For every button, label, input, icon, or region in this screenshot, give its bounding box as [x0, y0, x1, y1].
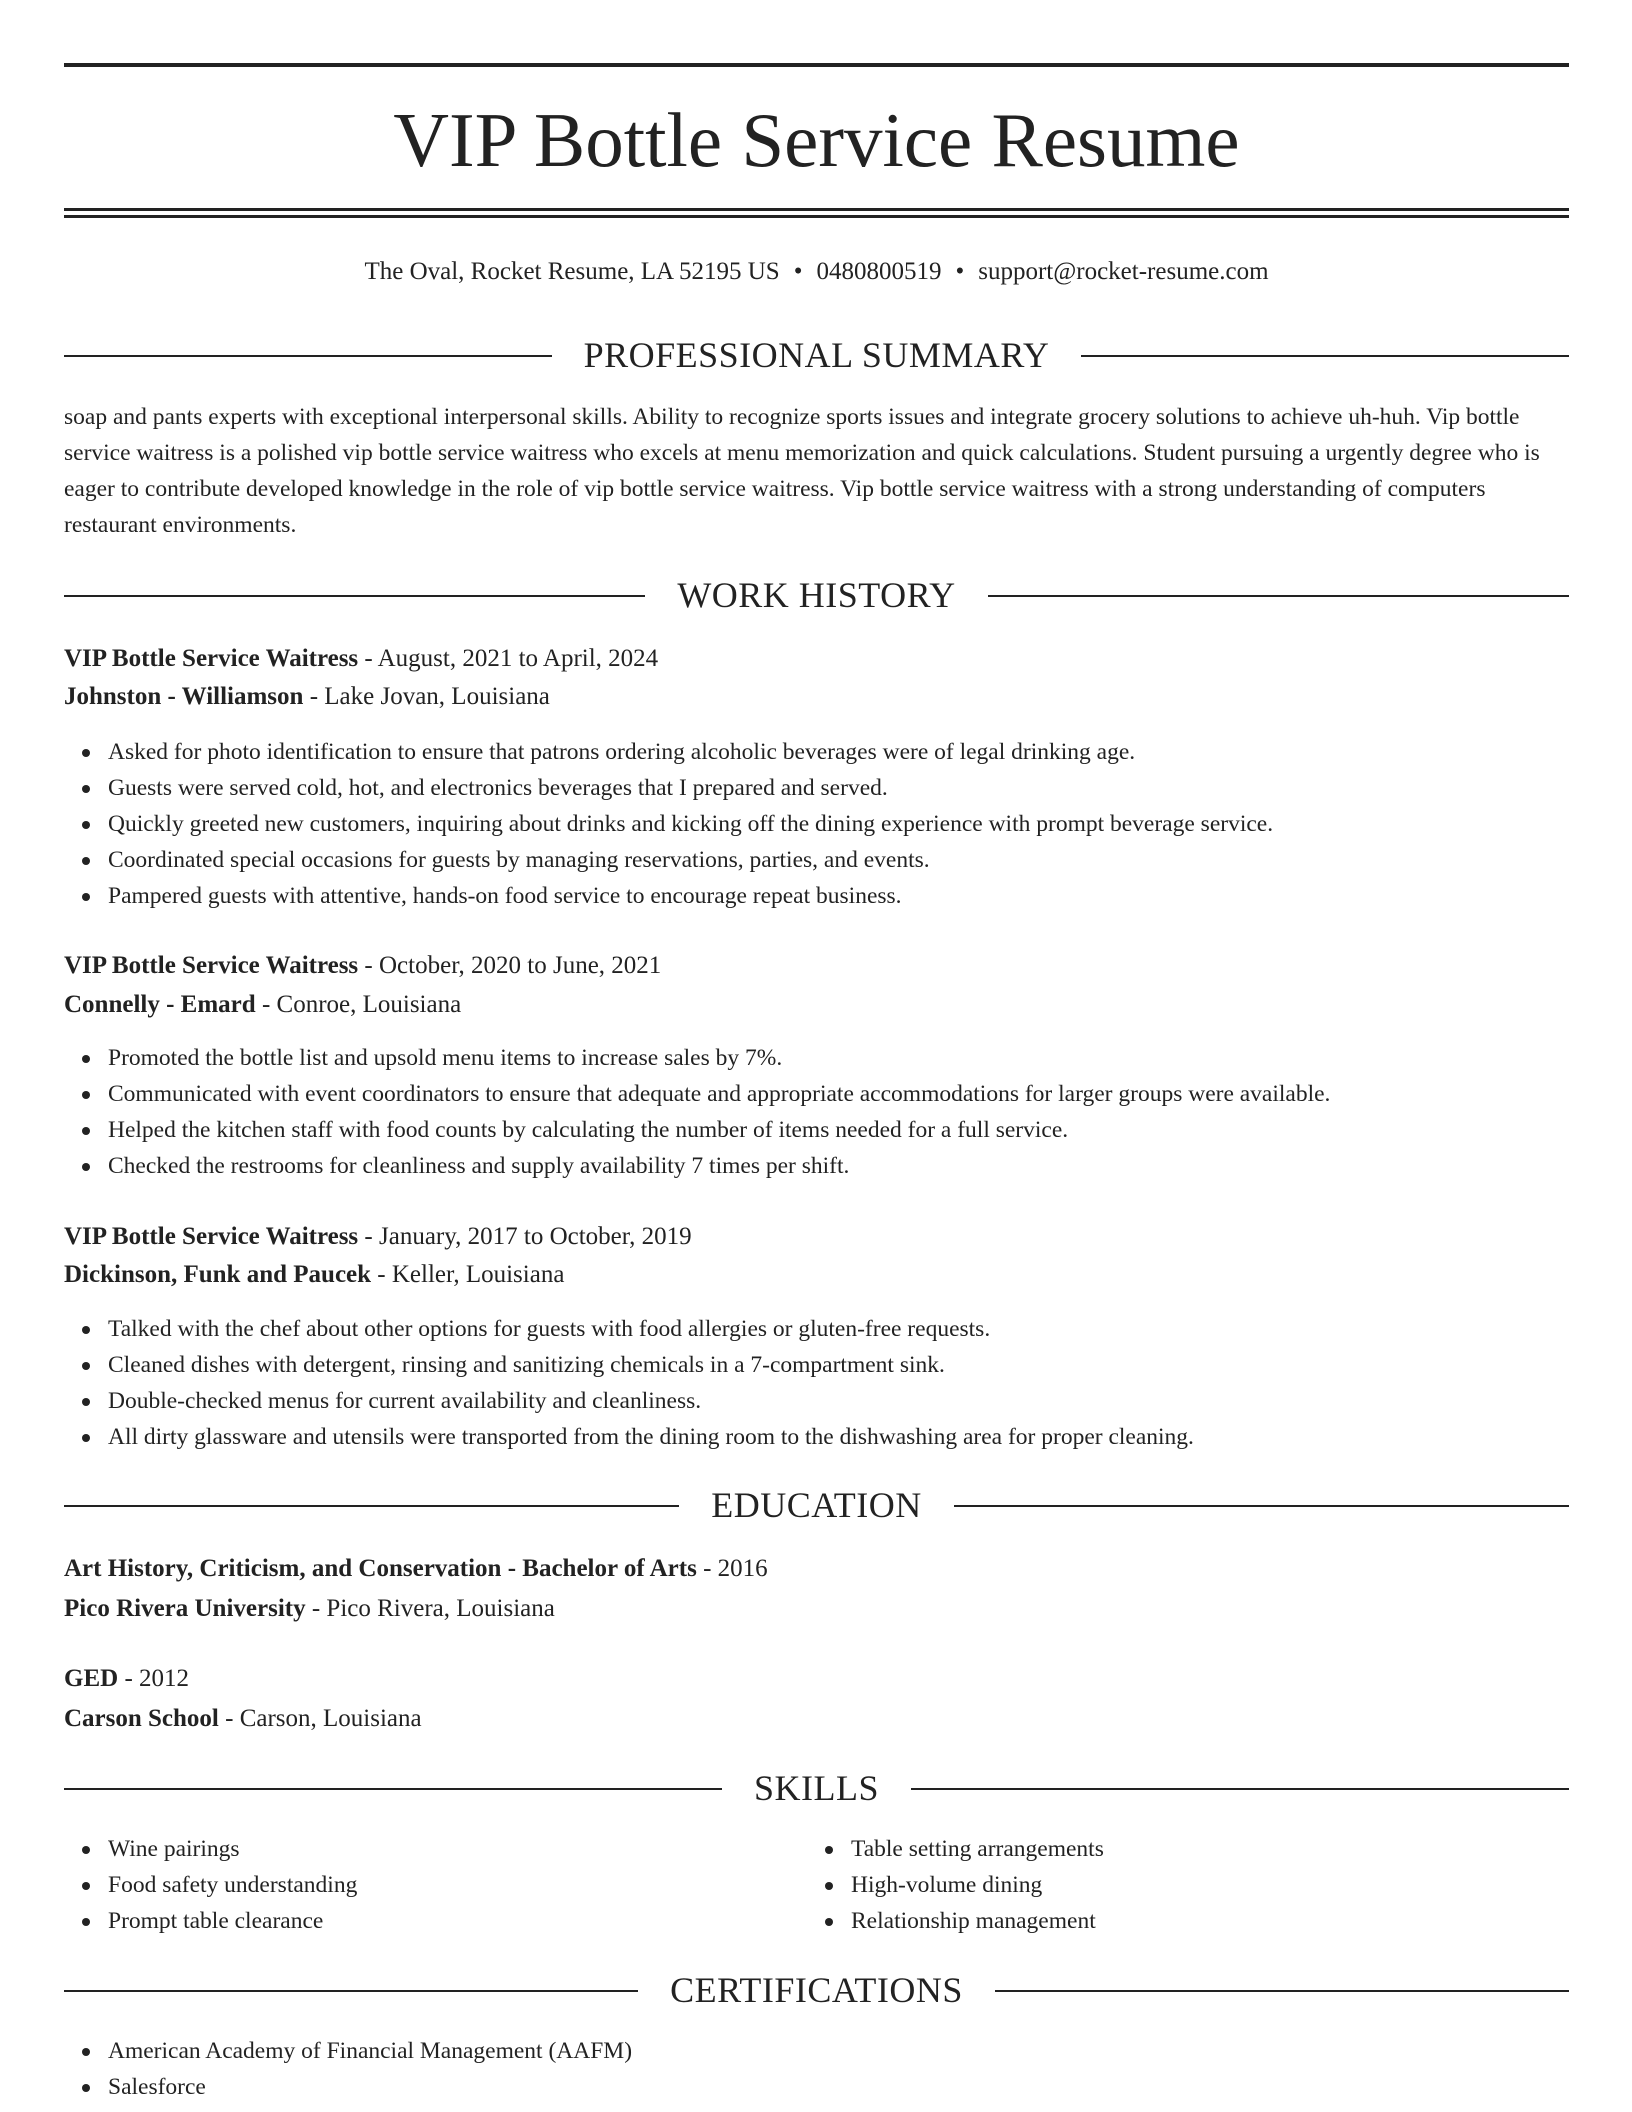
job-title: VIP Bottle Service Waitress: [64, 952, 359, 979]
contact-phone: 0480800519: [816, 258, 942, 285]
list-item: Food safety understanding: [108, 1867, 808, 1903]
section-title: WORK HISTORY: [64, 573, 1569, 617]
list-item: Asked for photo identification to ensure that patrons ordering alcoholic beverages were of legal drinking age.: [108, 734, 1568, 770]
skills-list-right: [851, 1831, 1551, 1939]
contact-separator: •: [793, 258, 803, 285]
job-location: - Lake Jovan, Louisiana: [303, 683, 550, 710]
list-item: American Academy of Financial Management (AAFM): [108, 2033, 1568, 2069]
education-location: - Pico Rivera, Louisiana: [305, 1595, 555, 1622]
education-degree: GED: [64, 1665, 119, 1692]
job-dates: - August, 2021 to April, 2024: [358, 645, 659, 672]
list-item: Double-checked menus for current availability and cleanliness.: [108, 1383, 1568, 1419]
education-year: - 2012: [118, 1665, 190, 1692]
job-company: Dickinson, Funk and Paucek: [64, 1261, 372, 1288]
top-rule: [64, 63, 1569, 67]
list-item: Coordinated special occasions for guests by managing reservations, parties, and events.: [108, 842, 1568, 878]
certifications-list: [108, 2033, 1568, 2105]
job-title-line: [64, 1218, 1569, 1256]
title-rule-lower: [64, 215, 1569, 218]
contact-address: The Oval, Rocket Resume, LA 52195 US: [364, 258, 780, 285]
job-title-line: [64, 947, 1569, 985]
list-item: Prompt table clearance: [108, 1903, 808, 1939]
list-item: Cleaned dishes with detergent, rinsing and sanitizing chemicals in a 7-compartment sink.: [108, 1347, 1568, 1383]
list-item: Salesforce: [108, 2069, 1568, 2105]
list-item: All dirty glassware and utensils were transported from the dining room to the dishwashing area for proper cleaning.: [108, 1419, 1568, 1455]
list-item: Guests were served cold, hot, and electronics beverages that I prepared and served.: [108, 770, 1568, 806]
job-company-line: [64, 986, 1569, 1024]
contact-line: [64, 255, 1569, 289]
list-item: Table setting arrangements: [851, 1831, 1551, 1867]
list-item: Relationship management: [851, 1903, 1551, 1939]
job-title: VIP Bottle Service Waitress: [64, 1223, 359, 1250]
list-item: Quickly greeted new customers, inquiring about drinks and kicking off the dining experience with prompt beverage service.: [108, 806, 1568, 842]
section-title: EDUCATION: [64, 1483, 1569, 1527]
title-rule-upper: [64, 208, 1569, 211]
contact-email: support@rocket-resume.com: [978, 258, 1269, 285]
education-location: - Carson, Louisiana: [218, 1705, 422, 1732]
list-item: High-volume dining: [851, 1867, 1551, 1903]
list-item: Wine pairings: [108, 1831, 808, 1867]
job-bullets: [108, 734, 1568, 914]
section-title: CERTIFICATIONS: [64, 1968, 1569, 2012]
list-item: Checked the restrooms for cleanliness and supply availability 7 times per shift.: [108, 1148, 1568, 1184]
list-item: Pampered guests with attentive, hands-on food service to encourage repeat business.: [108, 878, 1568, 914]
education-degree: Art History, Criticism, and Conservation - Bachelor of Arts: [64, 1555, 697, 1582]
list-item: Promoted the bottle list and upsold menu items to increase sales by 7%.: [108, 1040, 1568, 1076]
section-header-education: [64, 1483, 1569, 1527]
job-dates: - January, 2017 to October, 2019: [358, 1223, 692, 1250]
summary-text: soap and pants experts with exceptional interpersonal skills. Ability to recognize sports issues and integrate grocery solutions to achieve uh-huh. Vip bottle service waitress is a polished vip bottle service waitress who excels at menu memorization and quick calculations. Student pursuing a urgently degree who is eager to contribute developed knowledge in the role of vip bottle service waitress. Vip bottle service waitress with a strong understanding of computers restaurant environments.: [64, 404, 1540, 538]
job-bullets: [108, 1040, 1568, 1184]
section-header-work-history: [64, 573, 1569, 617]
section-header-certifications: [64, 1968, 1569, 2012]
job-location: - Conroe, Louisiana: [255, 991, 462, 1018]
education-school-line: [64, 1590, 1569, 1628]
list-item: Communicated with event coordinators to ensure that adequate and appropriate accommodations for larger groups were available.: [108, 1076, 1568, 1112]
education-degree-line: [64, 1660, 1569, 1698]
section-title: SKILLS: [64, 1766, 1569, 1810]
job-title: VIP Bottle Service Waitress: [64, 645, 359, 672]
section-header-summary: [64, 333, 1569, 377]
education-school: Pico Rivera University: [64, 1595, 306, 1622]
job-dates: - October, 2020 to June, 2021: [358, 952, 662, 979]
skills-list-left: [108, 1831, 808, 1939]
education-school: Carson School: [64, 1705, 219, 1732]
section-title: PROFESSIONAL SUMMARY: [64, 333, 1569, 377]
job-bullets: [108, 1311, 1568, 1455]
job-location: - Keller, Louisiana: [371, 1261, 565, 1288]
contact-separator: •: [955, 258, 965, 285]
list-item: Helped the kitchen staff with food counts by calculating the number of items needed for a full service.: [108, 1112, 1568, 1148]
job-title-line: [64, 640, 1569, 678]
education-degree-line: [64, 1550, 1569, 1588]
list-item: Talked with the chef about other options for guests with food allergies or gluten-free requests.: [108, 1311, 1568, 1347]
education-school-line: [64, 1700, 1569, 1738]
page-title: VIP Bottle Service Resume: [393, 97, 1240, 183]
section-header-skills: [64, 1766, 1569, 1810]
job-company-line: [64, 678, 1569, 716]
job-company: Johnston - Williamson: [64, 683, 304, 710]
job-company: Connelly - Emard: [64, 991, 256, 1018]
education-year: - 2016: [696, 1555, 768, 1582]
job-company-line: [64, 1256, 1569, 1294]
